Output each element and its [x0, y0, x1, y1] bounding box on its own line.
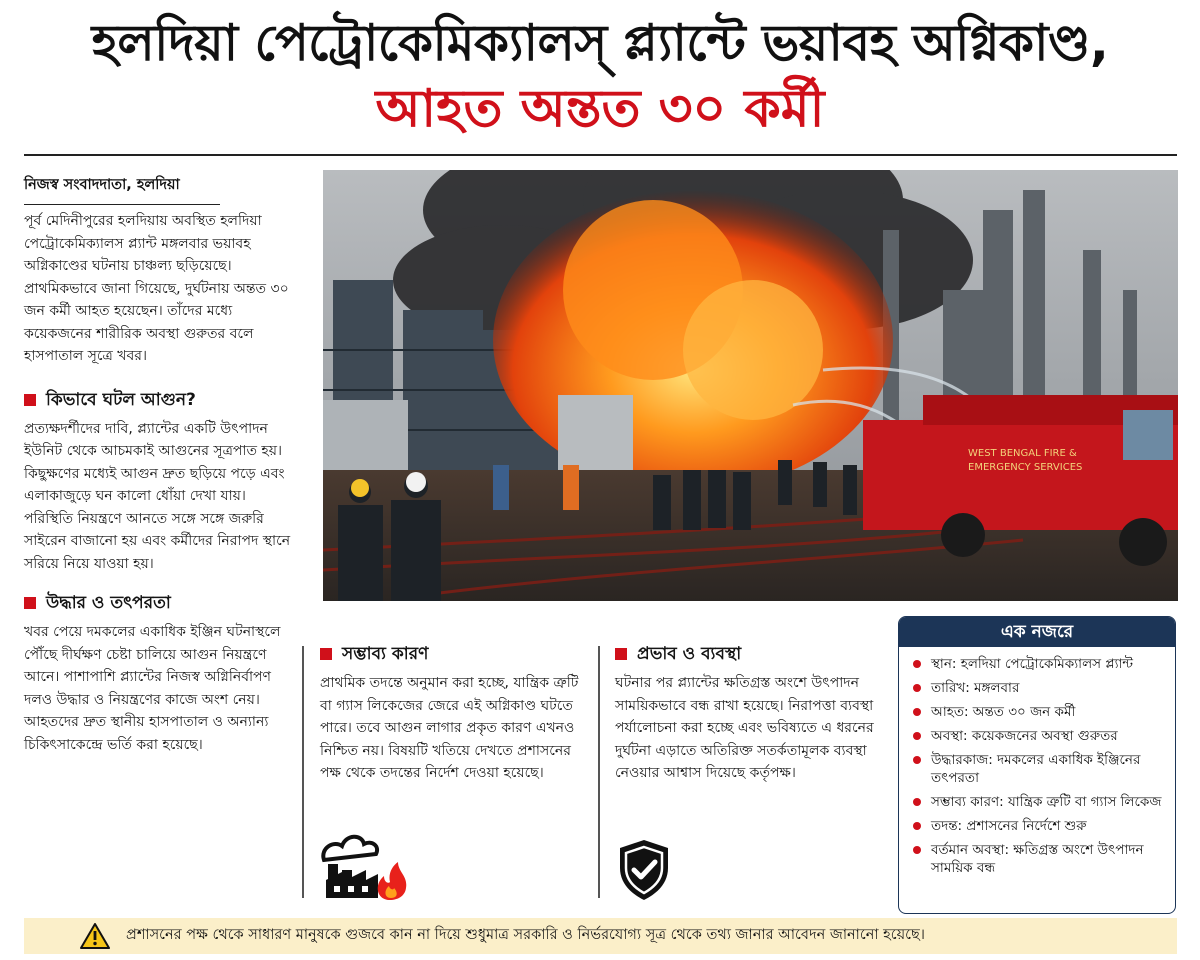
list-item: সম্ভাব্য কারণ: যান্ত্রিক ত্রুটি বা গ্যাস লিকেজ: [913, 793, 1165, 811]
list-item: অবস্থা: কয়েকজনের অবস্থা গুরুতর: [913, 727, 1165, 745]
factory-fire-icon: [318, 822, 408, 902]
section-body-impact: ঘটনার পর প্ল্যান্টের ক্ষতিগ্রস্ত অংশে উৎপাদন সাময়িকভাবে বন্ধ রাখা হয়েছে। নিরাপত্তা ব্যবস্থা পর্যালোচনা করা হচ্ছে এবং ভবিষ্যতে এ ধরনের দুর্ঘটনা এড়াতে অতিরিক্ত সতর্কতামূলক ব্যবস্থা নেওয়ার আশ্বাস দিয়েছে কর্তৃপক্ষ।: [615, 675, 874, 781]
bullet-square-icon: [615, 648, 627, 660]
bullet-dot-icon: [913, 732, 921, 740]
bullet-dot-icon: [913, 822, 921, 830]
truck-label: WEST BENGAL FIRE &: [968, 448, 1077, 459]
bullet-dot-icon: [913, 798, 921, 806]
list-item: তদন্ত: প্রশাসনের নির্দেশে শুরু: [913, 817, 1165, 835]
list-item: তারিখ: মঙ্গলবার: [913, 679, 1165, 697]
bullet-dot-icon: [913, 684, 921, 692]
section-title-impact: প্রভাব ও ব্যবস্থা: [615, 642, 885, 666]
column-divider: [598, 646, 600, 898]
shield-check-icon: [616, 838, 672, 902]
truck-label-2: EMERGENCY SERVICES: [968, 462, 1083, 473]
column-divider: [302, 646, 304, 898]
list-item: উদ্ধারকাজ: দমকলের একাধিক ইঞ্জিনের তৎপরতা: [913, 751, 1165, 787]
left-column: [24, 210, 296, 756]
headline: [0, 10, 1200, 142]
list-item: বর্তমান অবস্থা: ক্ষতিগ্রস্ত অংশে উৎপাদন সাময়িক বন্ধ: [913, 841, 1165, 877]
section-title-rescue: উদ্ধার ও তৎপরতা: [24, 591, 296, 615]
fire-photo: [323, 170, 1178, 601]
headline-line-2: আহত অন্তত ৩০ কর্মী: [375, 79, 825, 139]
headline-rule: [24, 154, 1177, 156]
section-title-cause: সম্ভাব্য কারণ: [320, 642, 590, 666]
bullet-dot-icon: [913, 708, 921, 716]
intro-paragraph: পূর্ব মেদিনীপুরের হলদিয়ায় অবস্থিত হলদিয়া পেট্রোকেমিক্যালস প্ল্যান্ট মঙ্গলবার ভয়াবহ অগ্নিকাণ্ডের ঘটনায় চাঞ্চল্য ছড়িয়েছে। প্রাথমিকভাবে জানা গিয়েছে, দুর্ঘটনায় অন্তত ৩০ জন কর্মী আহত হয়েছেন। তাঁদের মধ্যে কয়েকজনের শারীরিক অবস্থা গুরুতর বলে হাসপাতাল সূত্রে খবর।: [24, 213, 289, 364]
warning-icon: [80, 922, 110, 950]
bullet-square-icon: [320, 648, 332, 660]
byline: নিজস্ব সংবাদদাতা, হলদিয়া: [24, 174, 220, 205]
public-notice-bar: [24, 918, 1177, 954]
impact-column: [615, 642, 885, 785]
section-body-rescue: খবর পেয়ে দমকলের একাধিক ইঞ্জিন ঘটনাস্থলে পৌঁছে দীর্ঘক্ষণ চেষ্টা চালিয়ে আগুন নিয়ন্ত্রণে আনে। পাশাপাশি প্ল্যান্টের নিজস্ব অগ্নিনির্বাপণ দলও উদ্ধার ও নিয়ন্ত্রণের কাজে অংশ নেয়। আহতদের দ্রুত স্থানীয় হাসপাতাল ও অন্যান্য চিকিৎসাকেন্দ্রে ভর্তি করা হয়েছে।: [24, 624, 281, 753]
bullet-dot-icon: [913, 846, 921, 854]
section-body-how: প্রত্যক্ষদর্শীদের দাবি, প্ল্যান্টের একটি উৎপাদন ইউনিট থেকে আচমকাই আগুনের সূত্রপাত হয়। কিছুক্ষণের মধ্যেই আগুন দ্রুত ছড়িয়ে পড়ে এবং এলাকাজুড়ে ঘন কালো ধোঁয়া দেখা যায়। পরিস্থিতি নিয়ন্ত্রণে আনতে সঙ্গে সঙ্গে জরুরি সাইরেন বাজানো হয় এবং কর্মীদের নিরাপদ স্থানে সরিয়ে নিয়ে যাওয়া হয়।: [24, 420, 291, 572]
at-a-glance-title: এক নজরে: [899, 617, 1175, 647]
bullet-square-icon: [24, 394, 36, 406]
cause-column: [320, 642, 590, 785]
list-item: স্থান: হলদিয়া পেট্রোকেমিক্যালস প্ল্যান্ট: [913, 655, 1165, 673]
public-notice-text: প্রশাসনের পক্ষ থেকে সাধারণ মানুষকে গুজবে কান না দিয়ে শুধুমাত্র সরকারি ও নির্ভরযোগ্য সূত্র থেকে তথ্য জানার আবেদন জানানো হয়েছে।: [126, 927, 925, 943]
at-a-glance-list: [899, 647, 1175, 877]
list-item: আহত: অন্তত ৩০ জন কর্মী: [913, 703, 1165, 721]
section-body-cause: প্রাথমিক তদন্তে অনুমান করা হচ্ছে, যান্ত্রিক ত্রুটি বা গ্যাস লিকেজের জেরে এই অগ্নিকাণ্ড ঘটতে পারে। তবে আগুন লাগার প্রকৃত কারণ এখনও নিশ্চিত নয়। বিষয়টি খতিয়ে দেখতে প্রশাসনের পক্ষ থেকে তদন্তের নির্দেশ দেওয়া হয়েছে।: [320, 675, 579, 781]
bullet-dot-icon: [913, 660, 921, 668]
fire-scene-illustration: [323, 170, 1178, 601]
section-title-how: কিভাবে ঘটল আগুন?: [24, 388, 296, 412]
bullet-dot-icon: [913, 756, 921, 764]
headline-line-1: হলদিয়া পেট্রোকেমিক্যালস্ প্ল্যান্টে ভয়াবহ অগ্নিকাণ্ড,: [91, 14, 1109, 72]
at-a-glance-box: [898, 616, 1176, 914]
bullet-square-icon: [24, 597, 36, 609]
